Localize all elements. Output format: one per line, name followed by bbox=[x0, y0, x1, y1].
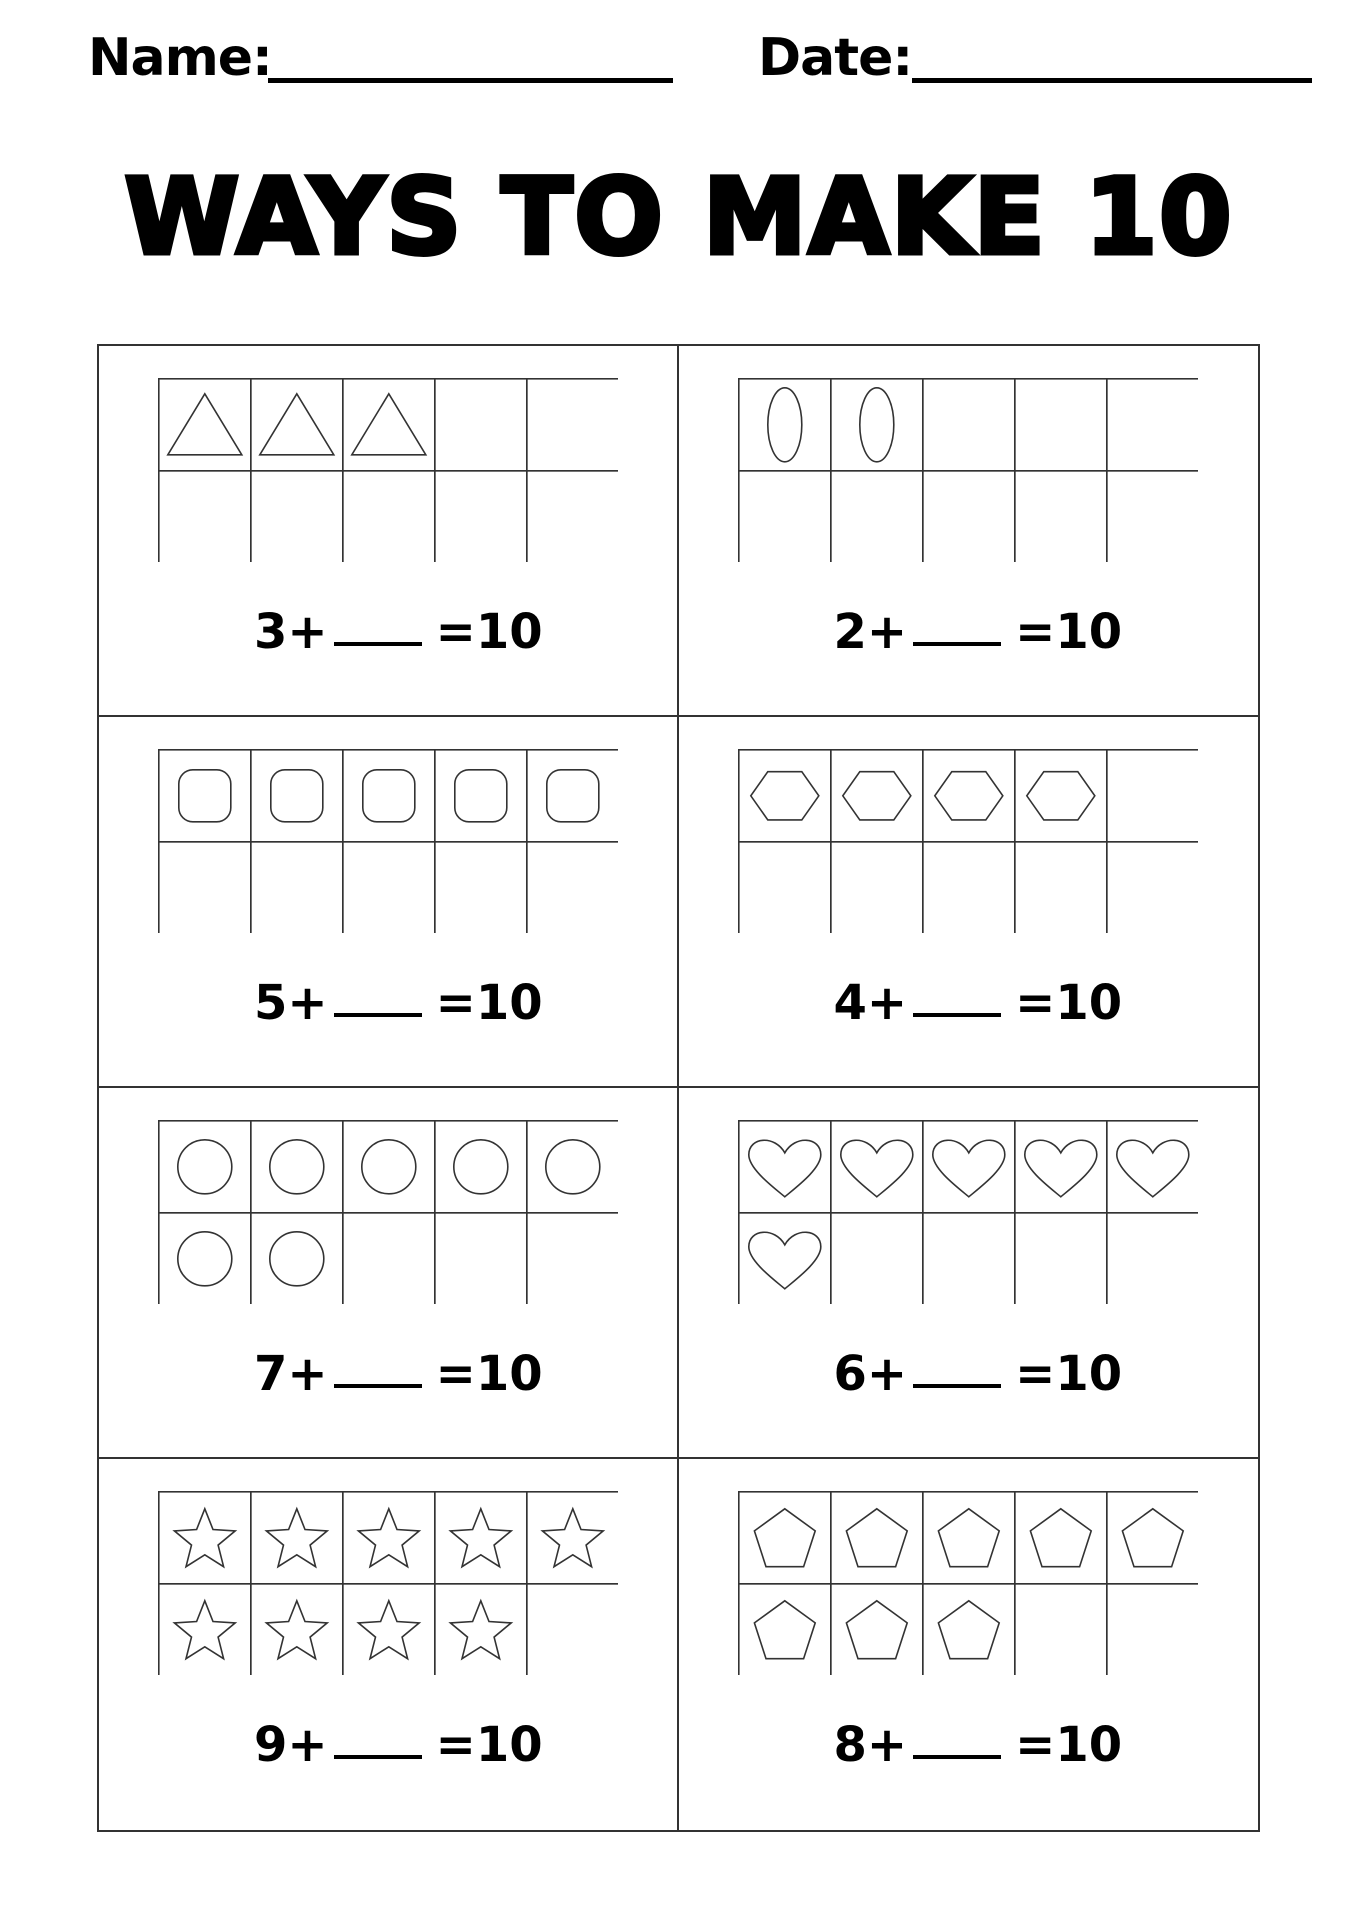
ten-frame-box bbox=[527, 1121, 618, 1213]
equals-ten: =10 bbox=[1015, 604, 1123, 660]
ten-frame-box bbox=[1106, 379, 1197, 471]
ten-frame-box bbox=[1014, 842, 1106, 933]
ten-frame-box bbox=[527, 842, 618, 933]
ten-frame-drawing bbox=[738, 1120, 1198, 1304]
answer-blank[interactable] bbox=[334, 1384, 422, 1388]
ten-frame-drawing bbox=[158, 378, 618, 562]
heart-icon bbox=[748, 1140, 820, 1197]
ten-frame bbox=[738, 1120, 1198, 1304]
ten-frame-box bbox=[435, 1584, 527, 1675]
ten-frame-box bbox=[1014, 1584, 1106, 1675]
heart-icon bbox=[840, 1140, 912, 1197]
circle-icon bbox=[270, 1140, 324, 1194]
hexagon-icon bbox=[842, 772, 910, 820]
ten-frame-box bbox=[435, 471, 527, 562]
ten-frame bbox=[738, 378, 1198, 562]
pentagon-icon bbox=[1030, 1509, 1091, 1567]
circle-icon bbox=[178, 1140, 232, 1194]
star-icon bbox=[358, 1509, 419, 1567]
ten-frame-box bbox=[738, 750, 830, 842]
equation bbox=[679, 975, 1258, 1035]
ten-frame-box bbox=[738, 1584, 830, 1675]
ten-frame-box bbox=[1014, 750, 1106, 842]
problem-cell bbox=[99, 346, 679, 717]
ten-frame-box bbox=[1014, 1213, 1106, 1304]
ten-frame bbox=[158, 1120, 618, 1304]
ten-frame-box bbox=[527, 750, 618, 842]
ten-frame-box bbox=[343, 1213, 435, 1304]
ten-frame-box bbox=[435, 750, 527, 842]
ten-frame-box bbox=[922, 842, 1014, 933]
equation bbox=[99, 975, 678, 1035]
ten-frame-box bbox=[251, 1584, 343, 1675]
answer-blank[interactable] bbox=[334, 1013, 422, 1017]
equation bbox=[679, 604, 1258, 664]
equation bbox=[679, 1717, 1258, 1777]
star-icon bbox=[450, 1509, 511, 1567]
ten-frame-box bbox=[527, 379, 618, 471]
equation bbox=[99, 1717, 678, 1777]
pentagon-icon bbox=[846, 1509, 907, 1567]
circle-icon bbox=[362, 1140, 416, 1194]
triangle-icon bbox=[352, 394, 426, 455]
rounded-square-icon bbox=[455, 770, 507, 822]
equals-ten: =10 bbox=[435, 975, 543, 1031]
ten-frame bbox=[738, 749, 1198, 933]
star-icon bbox=[450, 1601, 511, 1659]
ten-frame-box bbox=[343, 471, 435, 562]
ten-frame-box bbox=[343, 842, 435, 933]
rounded-square-icon bbox=[547, 770, 599, 822]
equation bbox=[99, 604, 678, 664]
ten-frame-box bbox=[922, 1584, 1014, 1675]
pentagon-icon bbox=[938, 1509, 999, 1567]
problem-cell bbox=[679, 1088, 1259, 1459]
pentagon-icon bbox=[754, 1601, 815, 1659]
ten-frame-box bbox=[1106, 1213, 1197, 1304]
ten-frame-box bbox=[830, 1213, 922, 1304]
circle-icon bbox=[270, 1232, 324, 1286]
name-field[interactable] bbox=[268, 78, 673, 83]
ten-frame-box bbox=[1106, 471, 1197, 562]
answer-blank[interactable] bbox=[913, 1013, 1001, 1017]
ten-frame-box bbox=[922, 379, 1014, 471]
heart-icon bbox=[1116, 1140, 1188, 1197]
star-icon bbox=[266, 1509, 327, 1567]
addend: 3+ bbox=[254, 604, 328, 660]
answer-blank[interactable] bbox=[913, 1384, 1001, 1388]
equals-ten: =10 bbox=[1015, 1346, 1123, 1402]
ten-frame-box bbox=[435, 1213, 527, 1304]
ten-frame-box bbox=[435, 842, 527, 933]
ten-frame-box bbox=[159, 842, 251, 933]
problem-cell bbox=[99, 1459, 679, 1830]
ten-frame-box bbox=[159, 1584, 251, 1675]
problem-cell bbox=[99, 717, 679, 1088]
ten-frame-box bbox=[830, 750, 922, 842]
ten-frame-box bbox=[159, 1121, 251, 1213]
ten-frame-box bbox=[1106, 842, 1197, 933]
ten-frame-box bbox=[251, 1121, 343, 1213]
rounded-square-icon bbox=[271, 770, 323, 822]
ten-frame-box bbox=[343, 1584, 435, 1675]
ten-frame-box bbox=[251, 842, 343, 933]
heart-icon bbox=[1024, 1140, 1096, 1197]
ten-frame-box bbox=[343, 1492, 435, 1584]
star-icon bbox=[174, 1509, 235, 1567]
addend: 7+ bbox=[254, 1346, 328, 1402]
ten-frame bbox=[738, 1491, 1198, 1675]
ten-frame-box bbox=[922, 1213, 1014, 1304]
header bbox=[0, 20, 1358, 90]
ten-frame-box bbox=[159, 471, 251, 562]
hexagon-icon bbox=[750, 772, 818, 820]
addend: 4+ bbox=[833, 975, 908, 1031]
ten-frame-drawing bbox=[738, 1491, 1198, 1675]
pentagon-icon bbox=[938, 1601, 999, 1659]
circle-icon bbox=[454, 1140, 508, 1194]
problem-cell bbox=[679, 1459, 1259, 1830]
ten-frame-drawing bbox=[158, 1120, 618, 1304]
ten-frame-box bbox=[251, 1492, 343, 1584]
addend: 9+ bbox=[254, 1717, 328, 1773]
ten-frame-box bbox=[343, 1121, 435, 1213]
ten-frame-box bbox=[159, 1213, 251, 1304]
star-icon bbox=[358, 1601, 419, 1659]
addend: 2+ bbox=[833, 604, 908, 660]
circle-icon bbox=[178, 1232, 232, 1286]
equation bbox=[679, 1346, 1258, 1406]
circle-icon bbox=[546, 1140, 600, 1194]
ten-frame-box bbox=[435, 1492, 527, 1584]
star-icon bbox=[542, 1509, 603, 1567]
worksheet-grid bbox=[97, 344, 1260, 1832]
triangle-icon bbox=[260, 394, 334, 455]
answer-blank[interactable] bbox=[334, 642, 422, 646]
equation bbox=[99, 1346, 678, 1406]
equals-ten: =10 bbox=[1015, 1717, 1123, 1773]
ten-frame-box bbox=[1014, 379, 1106, 471]
ten-frame-box bbox=[922, 1492, 1014, 1584]
ten-frame-box bbox=[527, 1492, 618, 1584]
ten-frame-drawing bbox=[738, 749, 1198, 933]
pentagon-icon bbox=[754, 1509, 815, 1567]
hexagon-icon bbox=[934, 772, 1002, 820]
ten-frame-box bbox=[830, 471, 922, 562]
ten-frame-drawing bbox=[738, 378, 1198, 562]
hexagon-icon bbox=[1026, 772, 1094, 820]
ten-frame-box bbox=[527, 1584, 618, 1675]
ten-frame-box bbox=[1106, 1492, 1197, 1584]
problem-cell bbox=[679, 717, 1259, 1088]
ten-frame-box bbox=[527, 1213, 618, 1304]
ten-frame bbox=[158, 1491, 618, 1675]
ten-frame-box bbox=[159, 750, 251, 842]
ten-frame-box bbox=[343, 750, 435, 842]
ten-frame-box bbox=[1014, 471, 1106, 562]
ten-frame-box bbox=[527, 471, 618, 562]
problem-cell bbox=[99, 1088, 679, 1459]
name-label: Name: bbox=[88, 28, 272, 88]
date-label: Date: bbox=[758, 28, 913, 88]
problem-cell bbox=[679, 346, 1259, 717]
triangle-icon bbox=[168, 394, 242, 455]
ten-frame-drawing bbox=[158, 749, 618, 933]
ten-frame-box bbox=[251, 471, 343, 562]
ten-frame-box bbox=[251, 1213, 343, 1304]
ten-frame-box bbox=[738, 1492, 830, 1584]
equals-ten: =10 bbox=[435, 1346, 543, 1402]
ten-frame-box bbox=[830, 1584, 922, 1675]
ten-frame-box bbox=[830, 1492, 922, 1584]
heart-icon bbox=[932, 1140, 1004, 1197]
ten-frame-box bbox=[251, 750, 343, 842]
addend: 5+ bbox=[254, 975, 328, 1031]
ten-frame-box bbox=[1106, 750, 1197, 842]
addend: 6+ bbox=[833, 1346, 908, 1402]
rounded-square-icon bbox=[179, 770, 231, 822]
ten-frame-drawing bbox=[158, 1491, 618, 1675]
ten-frame-box bbox=[738, 471, 830, 562]
ten-frame bbox=[158, 378, 618, 562]
ten-frame-box bbox=[738, 379, 830, 471]
answer-blank[interactable] bbox=[334, 1755, 422, 1759]
ten-frame-box bbox=[435, 379, 527, 471]
star-icon bbox=[174, 1601, 235, 1659]
ten-frame-box bbox=[1014, 1492, 1106, 1584]
equals-ten: =10 bbox=[435, 1717, 543, 1773]
ten-frame-box bbox=[922, 471, 1014, 562]
equals-ten: =10 bbox=[435, 604, 543, 660]
pentagon-icon bbox=[1122, 1509, 1183, 1567]
ten-frame-box bbox=[159, 1492, 251, 1584]
oval-icon bbox=[767, 388, 801, 462]
ten-frame-box bbox=[738, 842, 830, 933]
page-title: WAYS TO MAKE 10 bbox=[124, 156, 1234, 278]
ten-frame-box bbox=[1106, 1584, 1197, 1675]
date-field[interactable] bbox=[912, 78, 1312, 83]
answer-blank[interactable] bbox=[913, 642, 1001, 646]
rounded-square-icon bbox=[363, 770, 415, 822]
ten-frame-box bbox=[830, 842, 922, 933]
ten-frame-box bbox=[922, 750, 1014, 842]
pentagon-icon bbox=[846, 1601, 907, 1659]
answer-blank[interactable] bbox=[913, 1755, 1001, 1759]
star-icon bbox=[266, 1601, 327, 1659]
ten-frame bbox=[158, 749, 618, 933]
addend: 8+ bbox=[833, 1717, 908, 1773]
ten-frame-box bbox=[435, 1121, 527, 1213]
equals-ten: =10 bbox=[1015, 975, 1123, 1031]
ten-frame-box bbox=[830, 379, 922, 471]
heart-icon bbox=[748, 1232, 820, 1289]
oval-icon bbox=[859, 388, 893, 462]
